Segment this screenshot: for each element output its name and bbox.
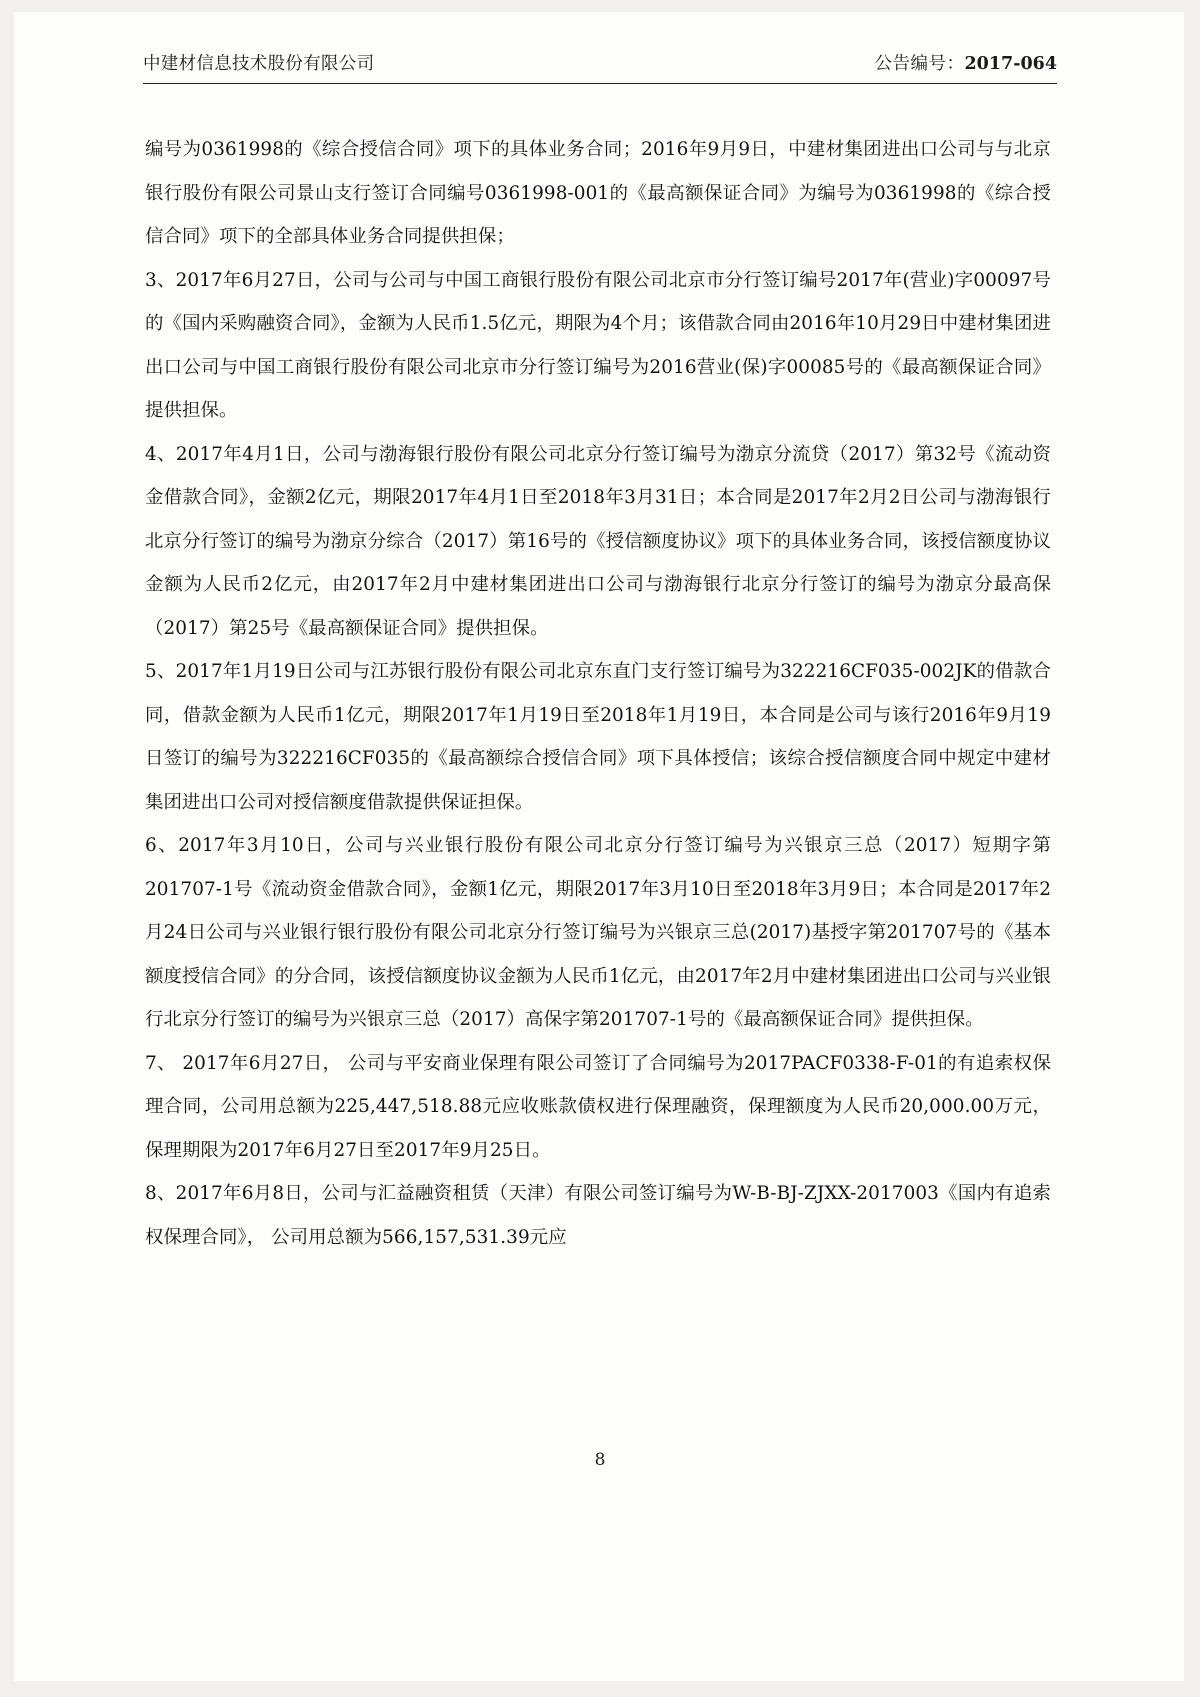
scan-edge-right [1184, 0, 1200, 1697]
scan-edge-left [0, 0, 14, 1697]
notice-number [875, 50, 1058, 75]
company-name: 中建材信息技术股份有限公司 [143, 54, 375, 74]
paragraph: 4、2017年4月1日，公司与渤海银行股份有限公司北京分行签订编号为渤京分流贷（2017）第32号《流动资金借款合同》，金额2亿元，期限2017年4月1日至2018年3月31日；本合同是2017年2月2日公司与渤海银行北京分行签订的编号为渤京分综合（2017）第16号的《授信额度协议》项下的具体业务合同，该授信额度协议金额为人民币2亿元，由2017年2月中建材集团进出口公司与渤海银行北京分行签订的编号为渤京分最高保（2017）第25号《最高额保证合同》提供担保。 [145, 443, 1051, 639]
scan-edge-bottom [0, 1681, 1200, 1697]
paragraph: 编号为0361998的《综合授信合同》项下的具体业务合同；2016年9月9日，中建材集团进出口公司与与北京银行股份有限公司景山支行签订合同编号0361998-001的《最高额保证合同》为编号为0361998的《综合授信合同》项下的全部具体业务合同提供担保； [145, 139, 1051, 247]
paragraph: 7、 2017年6月27日， 公司与平安商业保理有限公司签订了合同编号为2017PACF0338-F-01的有追索权保理合同，公司用总额为225,447,518.88元应收账款债权进行保理融资，保理额度为人民币20,000.00万元，保理期限为2017年6月27日至2017年9月25日。 [145, 1052, 1051, 1161]
document-header [143, 50, 1057, 84]
scan-edge-top [0, 0, 1200, 12]
paragraph: 8、2017年6月8日，公司与汇益融资租赁（天津）有限公司签订编号为W-B-BJ-ZJXX-2017003《国内有追索权保理合同》， 公司用总额为566,157,531.39元应 [145, 1183, 1051, 1248]
paragraph: 3、2017年6月27日，公司与公司与中国工商银行股份有限公司北京市分行签订编号2017年(营业)字00097号的《国内采购融资合同》，金额为人民币1.5亿元，期限为4个月；该借款合同由2016年10月29日中建材集团进出口公司与中国工商银行股份有限公司北京市分行签订编号为2016营业(保)字00085号的《最高额保证合同》提供担保。 [145, 269, 1051, 421]
page-content-area [143, 50, 1057, 1630]
document-body [143, 128, 1057, 1259]
notice-number-value: 2017-064 [964, 54, 1057, 74]
notice-number-label: 公告编号： [874, 54, 965, 74]
page-number: 8 [594, 1450, 606, 1470]
paragraph: 6、2017年3月10日，公司与兴业银行股份有限公司北京分行签订编号为兴银京三总（2017）短期字第201707-1号《流动资金借款合同》，金额1亿元，期限2017年3月10日至2018年3月9日；本合同是2017年2月24日公司与兴业银行银行股份有限公司北京分行签订编号为兴银京三总(2017)基授字第201707号的《基本额度授信合同》的分合同，该授信额度协议金额为人民币1亿元，由2017年2月中建材集团进出口公司与兴业银行北京分行签订的编号为兴银京三总（2017）高保字第201707-1号的《最高额保证合同》提供担保。 [145, 835, 1051, 1030]
paragraph: 5、2017年1月19日公司与江苏银行股份有限公司北京东直门支行签订编号为322216CF035-002JK的借款合同，借款金额为人民币1亿元，期限2017年1月19日至2018年1月19日，本合同是公司与该行2016年9月19日签订的编号为322216CF035的《最高额综合授信合同》项下具体授信；该综合授信额度合同中规定中建材集团进出口公司对授信额度借款提供保证担保。 [145, 661, 1051, 813]
